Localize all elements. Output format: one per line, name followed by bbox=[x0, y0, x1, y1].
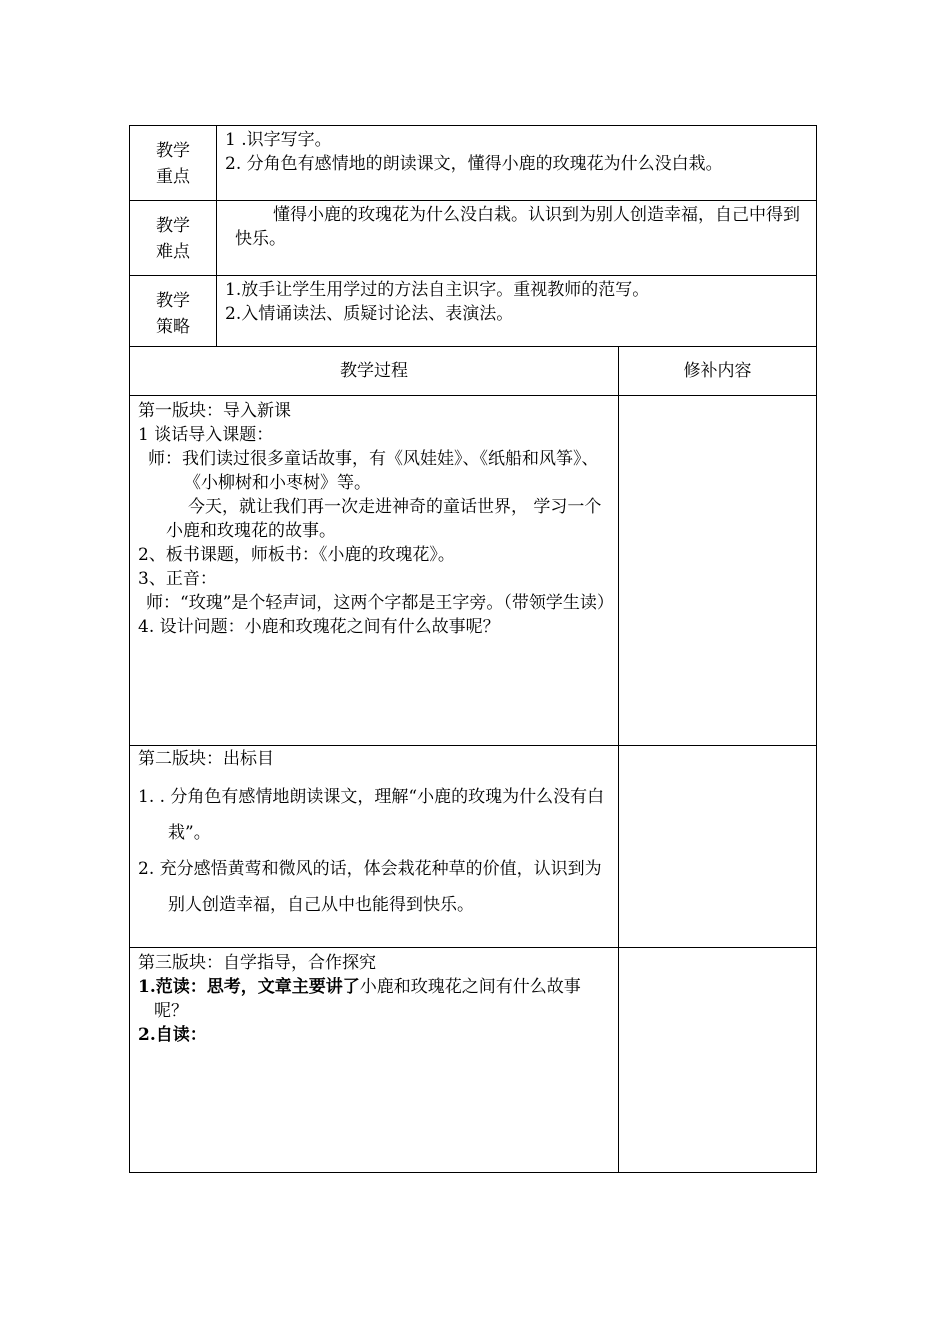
block1-row bbox=[130, 396, 817, 746]
key-points-label bbox=[130, 126, 217, 201]
text-line: 今天，就让我们再一次走进神奇的童话世界， 学习一个小鹿和玫瑰花的故事。 bbox=[166, 497, 602, 541]
text-line bbox=[138, 1023, 612, 1047]
block2-supplement bbox=[619, 746, 817, 948]
difficulty-content bbox=[217, 201, 817, 276]
text-line: 2.入情诵读法、质疑讨论法、表演法。 bbox=[225, 304, 514, 324]
text-line: 1. . 分角色有感情地朗读课文，理解“小鹿的玫瑰为什么没有白栽”。 bbox=[138, 787, 605, 843]
block-title: 第一版块：导入新课 bbox=[138, 401, 291, 421]
key-points-row bbox=[130, 126, 817, 201]
text-line: 2. 分角色有感情地的朗读课文，懂得小鹿的玫瑰花为什么没白栽。 bbox=[225, 154, 723, 174]
label-line: 策略 bbox=[156, 317, 190, 337]
text-line: 师：“玫瑰”是个轻声词，这两个字都是王字旁。（带领学生读） bbox=[146, 593, 614, 613]
label-line: 教学 bbox=[156, 291, 190, 311]
label-line: 教学 bbox=[156, 216, 190, 236]
block1-content bbox=[130, 396, 619, 746]
strategy-content bbox=[217, 276, 817, 347]
bold-text: 1.范读：思考，文章主要讲了 bbox=[138, 977, 360, 997]
text-line: 1 .识字写字。 bbox=[225, 130, 332, 150]
block3-content bbox=[130, 948, 619, 1173]
text-line: 3、正音： bbox=[138, 569, 217, 589]
block2-content bbox=[130, 746, 619, 948]
text-line: 2. 充分感悟黄莺和微风的话，体会栽花种草的价值，认识到为别人创造幸福，自己从中也能得到快乐。 bbox=[138, 859, 602, 915]
teaching-process-table bbox=[129, 346, 817, 1173]
label-line: 难点 bbox=[156, 242, 190, 262]
lesson-info-table bbox=[129, 125, 817, 347]
header-row bbox=[130, 347, 817, 396]
strategy-label bbox=[130, 276, 217, 347]
text-span: 小鹿和玫瑰花之间有什么故事呢？ bbox=[154, 977, 581, 1021]
block2-row bbox=[130, 746, 817, 948]
bold-text: 2.自读： bbox=[138, 1025, 207, 1045]
text-line: 懂得小鹿的玫瑰花为什么没白栽。认识到为别人创造幸福，自己中得到快乐。 bbox=[235, 205, 800, 249]
text-line: 师：我们读过很多童话故事，有《风娃娃》、《纸船和风筝》、《小柳树和小枣树》等。 bbox=[148, 449, 599, 493]
block1-supplement bbox=[619, 396, 817, 746]
strategy-row bbox=[130, 276, 817, 347]
label-line: 教学 bbox=[156, 141, 190, 161]
text-line: 2、板书课题，师板书：《小鹿的玫瑰花》。 bbox=[138, 545, 455, 565]
text-line: 1 谈话导入课题： bbox=[138, 425, 274, 445]
text-line: 4. 设计问题：小鹿和玫瑰花之间有什么故事呢？ bbox=[138, 617, 500, 637]
text-line bbox=[138, 975, 612, 1023]
text-line: 1.放手让学生用学过的方法自主识字。重视教师的范写。 bbox=[225, 280, 650, 300]
block3-supplement bbox=[619, 948, 817, 1173]
block3-row bbox=[130, 948, 817, 1173]
block-title: 第二版块：出标目 bbox=[138, 749, 274, 769]
difficulty-row bbox=[130, 201, 817, 276]
key-points-content bbox=[217, 126, 817, 201]
process-header: 教学过程 bbox=[130, 347, 619, 396]
supplement-header: 修补内容 bbox=[619, 347, 817, 396]
difficulty-label bbox=[130, 201, 217, 276]
block-title: 第三版块：自学指导，合作探究 bbox=[138, 953, 376, 973]
label-line: 重点 bbox=[156, 167, 190, 187]
